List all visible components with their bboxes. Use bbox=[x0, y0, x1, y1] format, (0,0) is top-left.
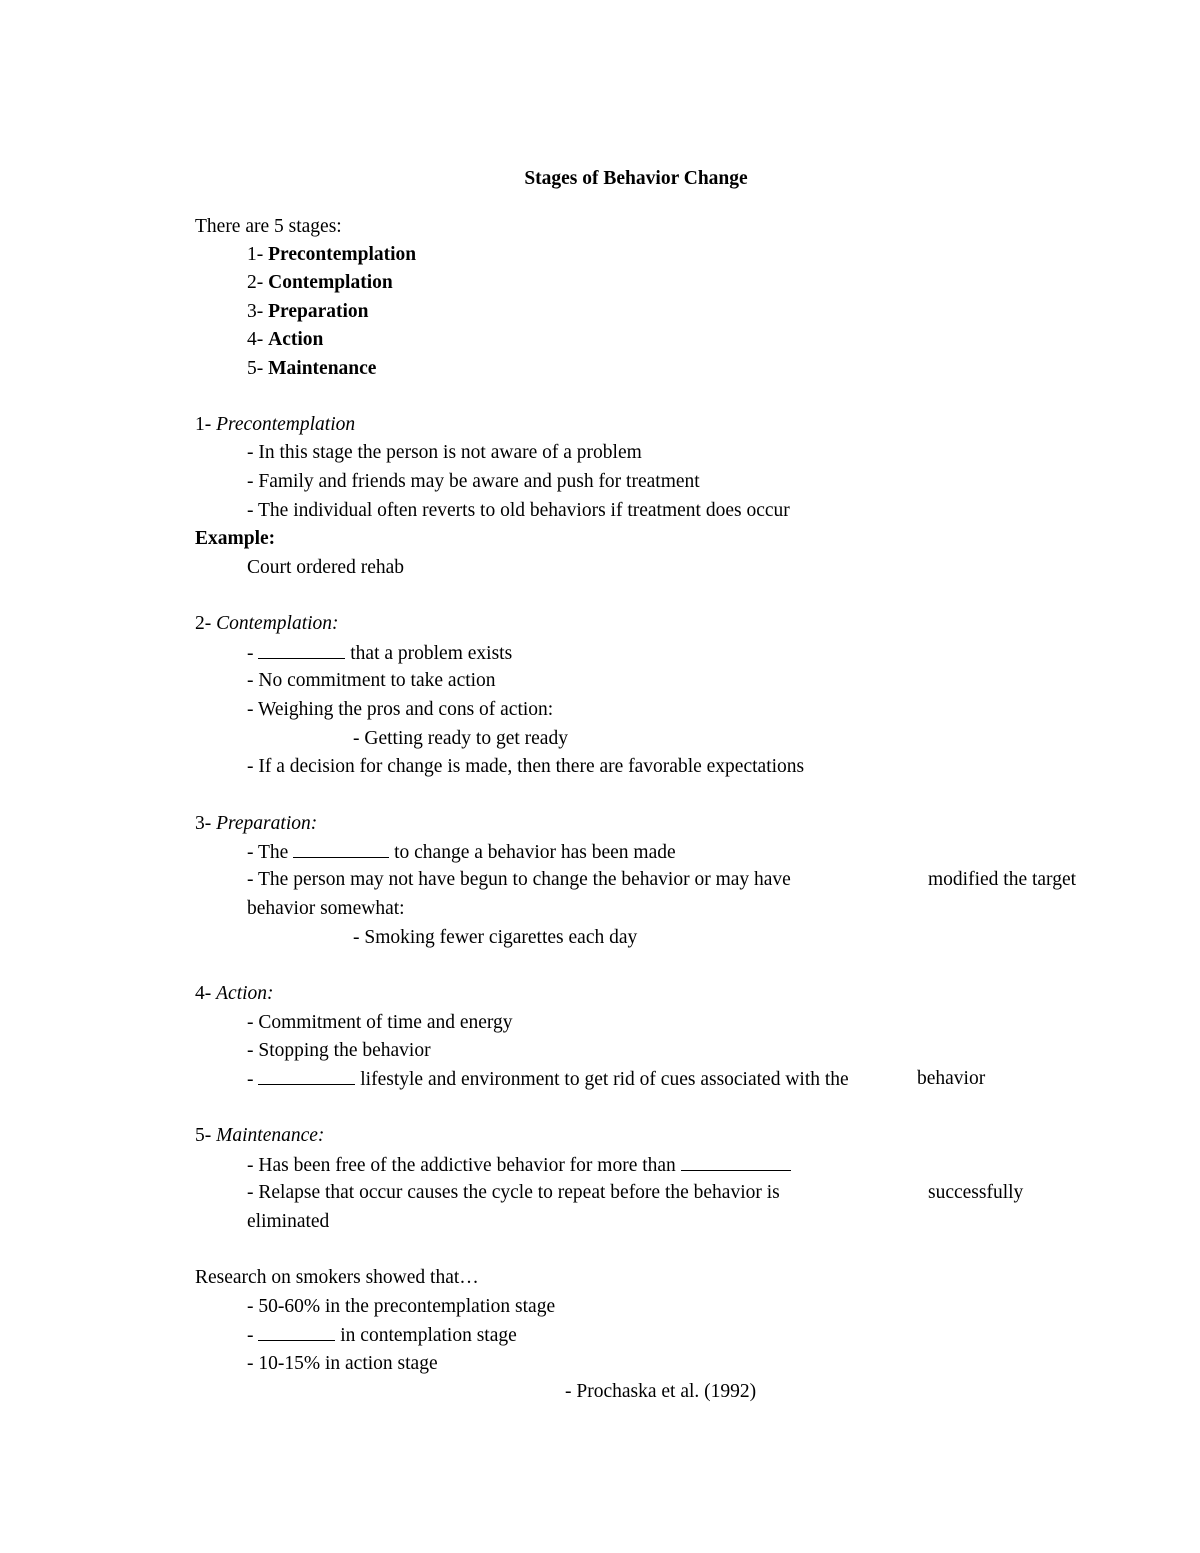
stage-list-item bbox=[247, 357, 376, 381]
stage-number: 5- bbox=[247, 358, 269, 379]
section-number: 3- bbox=[195, 813, 217, 834]
bullet-item bbox=[247, 1067, 849, 1092]
section-heading-action bbox=[195, 982, 274, 1006]
bullet-item: - The individual often reverts to old behaviors if treatment does occur bbox=[247, 500, 790, 521]
bullet-item: - Family and friends may be aware and push for treatment bbox=[247, 471, 700, 492]
bullet-item bbox=[247, 641, 512, 666]
stage-list-item bbox=[247, 271, 393, 295]
section-heading-contemplation bbox=[195, 612, 339, 636]
fill-in-blank[interactable] bbox=[258, 1067, 355, 1085]
section-heading-maintenance bbox=[195, 1124, 324, 1148]
section-number: 1- bbox=[195, 414, 217, 435]
bullet-item: - No commitment to take action bbox=[247, 670, 496, 691]
fill-in-blank[interactable] bbox=[258, 641, 345, 659]
bullet-item: - 10-15% in action stage bbox=[247, 1353, 438, 1374]
bullet-item-continued: eliminated bbox=[247, 1211, 330, 1232]
bullet-item: - If a decision for change is made, then there are favorable expectations bbox=[247, 756, 805, 777]
stage-number: 3- bbox=[247, 301, 269, 322]
stage-name: Maintenance bbox=[268, 358, 377, 379]
section-heading-preparation bbox=[195, 812, 317, 836]
bullet-item: - Stopping the behavior bbox=[247, 1040, 431, 1061]
bullet-item-continued: behavior bbox=[917, 1068, 986, 1089]
bullet-item bbox=[247, 1323, 517, 1348]
fill-in-blank[interactable] bbox=[258, 1323, 335, 1341]
fill-in-blank[interactable] bbox=[293, 840, 389, 858]
bullet-prefix: - The bbox=[247, 842, 294, 863]
stage-name: Preparation bbox=[268, 301, 369, 322]
section-heading-precontemplation bbox=[195, 413, 355, 437]
citation: - Prochaska et al. (1992) bbox=[565, 1381, 757, 1402]
bullet-item-continued: modified the target bbox=[928, 869, 1077, 890]
bullet-item: - Relapse that occur causes the cycle to repeat before the behavior is bbox=[247, 1182, 780, 1203]
bullet-prefix: - bbox=[247, 1325, 259, 1346]
bullet-suffix: to change a behavior has been made bbox=[389, 842, 676, 863]
section-title: Contemplation: bbox=[216, 613, 339, 634]
bullet-item-continued: behavior somewhat: bbox=[247, 898, 405, 919]
stage-number: 2- bbox=[247, 272, 269, 293]
stage-number: 1- bbox=[247, 244, 269, 265]
bullet-item bbox=[247, 840, 676, 865]
section-title: Precontemplation bbox=[216, 414, 356, 435]
bullet-item: - Commitment of time and energy bbox=[247, 1012, 513, 1033]
sub-bullet-item: - Getting ready to get ready bbox=[353, 728, 568, 749]
bullet-prefix: - Has been free of the addictive behavior for more than bbox=[247, 1155, 681, 1176]
fill-in-blank[interactable] bbox=[681, 1153, 791, 1171]
bullet-item bbox=[247, 1153, 791, 1178]
stage-name: Contemplation bbox=[268, 272, 393, 293]
sub-bullet-item: - Smoking fewer cigarettes each day bbox=[353, 927, 638, 948]
example-text: Court ordered rehab bbox=[247, 557, 405, 578]
page-title: Stages of Behavior Change bbox=[524, 168, 748, 189]
section-title: Action: bbox=[216, 983, 274, 1004]
stage-list-item bbox=[247, 243, 416, 267]
section-title: Preparation: bbox=[216, 813, 318, 834]
bullet-prefix: - bbox=[247, 643, 259, 664]
bullet-item: - 50-60% in the precontemplation stage bbox=[247, 1296, 556, 1317]
bullet-item: - Weighing the pros and cons of action: bbox=[247, 699, 554, 720]
research-intro: Research on smokers showed that… bbox=[195, 1267, 479, 1288]
section-title: Maintenance: bbox=[216, 1125, 325, 1146]
section-number: 2- bbox=[195, 613, 217, 634]
bullet-item-continued: successfully bbox=[928, 1182, 1024, 1203]
bullet-suffix: that a problem exists bbox=[345, 643, 513, 664]
example-label: Example: bbox=[195, 528, 276, 549]
bullet-prefix: - bbox=[247, 1069, 259, 1090]
bullet-item: - The person may not have begun to change the behavior or may have bbox=[247, 869, 791, 890]
bullet-suffix: lifestyle and environment to get rid of cues associated with the bbox=[355, 1069, 849, 1090]
section-number: 4- bbox=[195, 983, 217, 1004]
intro-text: There are 5 stages: bbox=[195, 216, 342, 237]
bullet-suffix: in contemplation stage bbox=[335, 1325, 517, 1346]
section-number: 5- bbox=[195, 1125, 217, 1146]
stage-number: 4- bbox=[247, 329, 269, 350]
stage-name: Action bbox=[268, 329, 324, 350]
bullet-item: - In this stage the person is not aware of a problem bbox=[247, 442, 642, 463]
stage-list-item bbox=[247, 328, 323, 352]
stage-list-item bbox=[247, 300, 369, 324]
stage-name: Precontemplation bbox=[268, 244, 417, 265]
